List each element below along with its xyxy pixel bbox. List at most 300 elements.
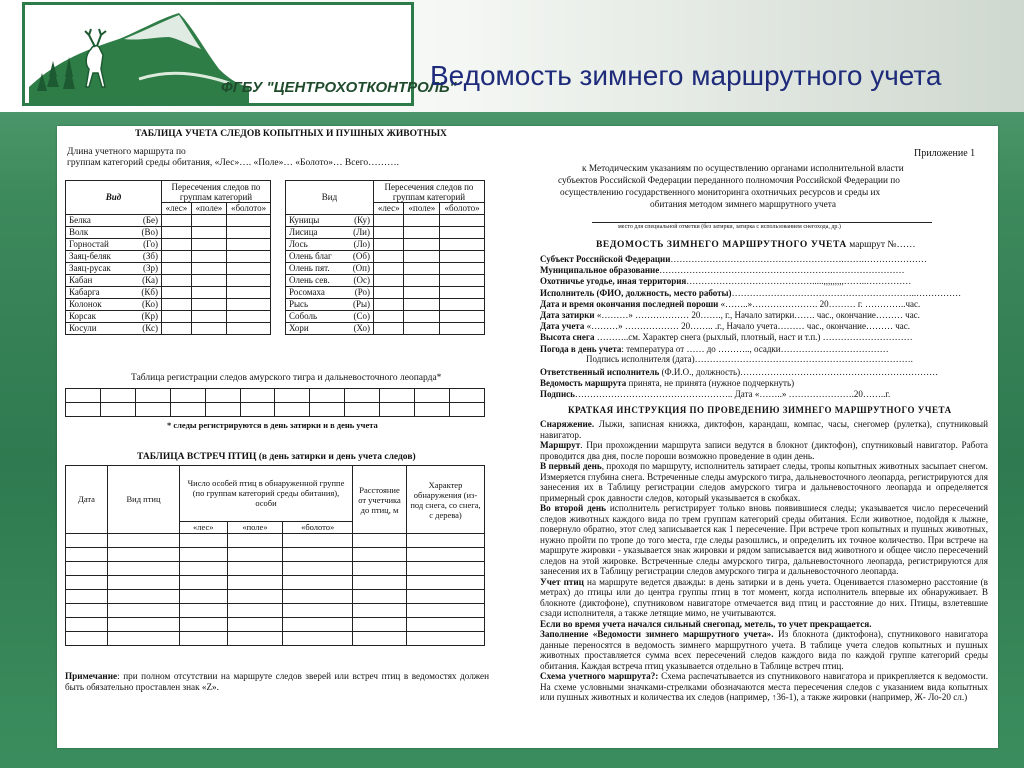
logo-text: ФГБУ "ЦЕНТРОХОТКОНТРОЛЬ" [221, 79, 457, 96]
instruction-text: исполнитель регистрирует только вновь появившиеся следы; указывается число пересечений следов животных каждого вида по трем группам категорий среды обитания. Если животное, подойдя к лыжне, повернуло обратно, этот след записывается как 1 пересечение. При встрече троп копытных и пушных животных, нужно пройти по тропе до того места, где следы разошлись, и определить их точное количество. При встрече на маршруте жировки - указывается знак жировки и рядом записывается вид животного и общее число пересечений следов на этой жировке. Встреченные следы амурского тигра, дальневосточного леопарда, регистрируются для занесения их в Таблицу регистрации следов амурского тигра и дальневосточного леопарда. [540, 503, 988, 576]
bird-cell [108, 604, 180, 618]
animal-name-cell [66, 239, 162, 251]
bird-cell [283, 618, 353, 632]
field-label: Охотничье угодье, иная территория [540, 276, 687, 287]
crossing-count-cell [440, 323, 485, 335]
form-fields [540, 254, 996, 355]
header-crossings-right: Пересечения следов по группам категорий [374, 181, 485, 203]
bird-cell [108, 632, 180, 646]
animal-code: (Зб) [142, 251, 158, 261]
instruction-heading: Учет птиц [540, 576, 584, 587]
table-row [286, 287, 485, 299]
animal-name-cell [286, 227, 374, 239]
bird-cell [283, 562, 353, 576]
route-length-line1: Длина учетного маршрута по [67, 147, 186, 157]
birds-header-character: Характер обнаружения (из-под снега, со снега, с дерева) [407, 466, 485, 534]
instruction-heading: В первый день [540, 461, 602, 471]
crossing-count-cell [404, 227, 440, 239]
animal-name: Кабарга [69, 287, 100, 297]
birds-header-distance: Расстояние от учетчика до птиц, м [353, 466, 407, 534]
animal-name: Хори [289, 323, 309, 333]
instructions-body [540, 419, 988, 703]
animal-name: Куницы [289, 215, 320, 225]
bird-cell [353, 576, 407, 590]
field-label: Исполнитель (ФИО, должность, место работы) [540, 287, 732, 298]
bird-cell [283, 632, 353, 646]
animal-name-cell [66, 263, 162, 275]
bird-cell [180, 548, 228, 562]
animal-name: Соболь [289, 311, 318, 321]
form-field-line [540, 299, 996, 310]
table-row [66, 632, 485, 646]
crossing-count-cell [440, 239, 485, 251]
header-boloto: «болото» [227, 203, 271, 215]
appendix-line-4: обитания методом зимнего маршрутного учета [650, 200, 837, 210]
bird-cell [283, 590, 353, 604]
header-vid-right: Вид [286, 181, 374, 215]
field-value: «……..»…………………. 20……… г. …………..час. [718, 298, 921, 309]
animal-name-cell [66, 299, 162, 311]
field-label: Субъект Российской Федерации [540, 254, 671, 264]
table-row [66, 576, 485, 590]
animal-code: (Оп) [352, 263, 370, 273]
animal-name: Олень пят. [289, 263, 330, 273]
crossing-count-cell [440, 263, 485, 275]
instruction-text: на маршруте ведется дважды: в день затирки и в день учета. Оценивается глазомерно расстояние (в метрах) до птицы или до центра группы птиц в тот момент, когда исполнитель впервые их обнаруживает. В блокноте (диктофоне), спутниковом навигаторе отмечается вид птиц и расстояние до них. Птицы, взлетевшие сзади исполнителя, а также летящие мимо, не учитываются. [540, 576, 988, 618]
crossing-count-cell [227, 299, 271, 311]
table-row [66, 287, 271, 299]
bird-cell [66, 604, 108, 618]
animal-code: (Ло) [353, 239, 370, 249]
field-label: Высота снега [540, 332, 595, 343]
animal-name: Белка [69, 215, 91, 225]
crossing-count-cell [191, 287, 226, 299]
birds-header-boloto: «болото» [283, 521, 353, 533]
appendix-line-3: осуществлению государственного мониторинга охотничьих ресурсов и среды их [560, 188, 881, 198]
special-mark-caption: место для специальной отметки (без затирки, затирка с использованием снегохода, др.) [618, 224, 841, 230]
header-vid: Вид [66, 181, 162, 215]
instruction-text: Из блокнота (диктофона), спутникового навигатора данные переносятся в ведомость зимнего маршрутного учета. В таблице учета следов копытных и пушных животных проставляется сумма всех пересечений следов каждого вида по каждой группе категорий среды обитания. Каждая встреча птиц указывается отдельно в Таблице встреч птиц. [540, 629, 988, 671]
bird-cell [66, 618, 108, 632]
crossing-count-cell [162, 227, 192, 239]
animal-name: Рысь [289, 299, 309, 309]
logo [22, 2, 457, 106]
animal-code: (Ка) [142, 275, 158, 285]
crossing-count-cell [227, 287, 271, 299]
animal-name: Колонок [69, 299, 102, 309]
crossing-count-cell [374, 323, 404, 335]
bird-cell [407, 590, 485, 604]
crossing-count-cell [227, 227, 271, 239]
crossing-count-cell [374, 263, 404, 275]
bird-cell [227, 632, 283, 646]
table-row [66, 590, 485, 604]
form-field-line [540, 310, 996, 321]
crossing-count-cell [191, 299, 226, 311]
crossing-count-cell [374, 311, 404, 323]
table-row [286, 323, 485, 335]
note-paragraph [65, 671, 489, 692]
field-label: Дата учета [540, 321, 585, 332]
crossing-count-cell [191, 323, 226, 335]
field-value: ………………………………………………….…….………………… [670, 254, 927, 264]
crossing-count-cell [191, 215, 226, 227]
animal-code: (Со) [353, 311, 370, 321]
field-value: ………..см. Характер снега (рыхлый, плотный, наст и т.п.) ………………………… [594, 332, 913, 343]
table-row [66, 227, 271, 239]
appendix-line-2: субъектов Российской Федерации переданного полномочия Российской Федерации по [558, 176, 900, 186]
crossing-count-cell [162, 263, 192, 275]
responsible-line: Ответственный исполнитель (Ф.И.О., должность)………………………………………………………… [540, 367, 939, 377]
crossing-count-cell [404, 239, 440, 251]
table-row [66, 275, 271, 287]
table-row [66, 323, 271, 335]
document-scan [57, 126, 998, 748]
instruction-heading: Если во время учета начался сильный снегопад, метель, то учет прекращается. [540, 618, 872, 629]
animal-name: Волк [69, 227, 89, 237]
crossing-count-cell [404, 251, 440, 263]
note-text: : при полном отсутствии на маршруте следов зверей или встреч птиц в ведомостях должен быть обязательно проставлен знак «Z». [65, 671, 489, 692]
animal-name-cell [66, 287, 162, 299]
crossing-count-cell [440, 275, 485, 287]
crossing-count-cell [162, 239, 192, 251]
form-title: ВЕДОМОСТЬ ЗИМНЕГО МАРШРУТНОГО УЧЕТА маршрут №…… [596, 240, 916, 250]
crossing-count-cell [404, 275, 440, 287]
bird-cell [353, 548, 407, 562]
crossing-count-cell [227, 251, 271, 263]
bird-cell [180, 632, 228, 646]
header-pole: «поле» [191, 203, 226, 215]
instruction-paragraph [540, 619, 988, 630]
header-boloto-right: «болото» [440, 203, 485, 215]
table-row [286, 263, 485, 275]
field-label: Дата и время окончания последней пороши [540, 298, 719, 309]
birds-header-species: Вид птиц [108, 466, 180, 534]
animal-name-cell [286, 311, 374, 323]
bird-cell [407, 562, 485, 576]
animal-code: (Го) [143, 239, 158, 249]
table-row [66, 299, 271, 311]
bird-cell [407, 604, 485, 618]
crossing-count-cell [227, 311, 271, 323]
animal-name-cell [66, 275, 162, 287]
table-row [66, 562, 485, 576]
animal-code: (Хо) [353, 323, 370, 333]
table-row [66, 618, 485, 632]
crossing-count-cell [440, 251, 485, 263]
form-field-line [540, 332, 996, 343]
animal-code: (Об) [352, 251, 370, 261]
instruction-heading: Заполнение «Ведомости зимнего маршрутного учета». [540, 629, 774, 639]
sign-exec-line: Подпись исполнителя (дата)………………………………………………………………. [586, 354, 913, 364]
crossing-count-cell [162, 323, 192, 335]
bird-cell [353, 632, 407, 646]
table-row [66, 263, 271, 275]
crossing-count-cell [374, 215, 404, 227]
birds-header-les: «лес» [180, 521, 228, 533]
animal-name: Росомаха [289, 287, 325, 297]
crossing-count-cell [162, 275, 192, 287]
field-value: ………………………………………………….…………………… [659, 265, 905, 276]
slide-title: Ведомость зимнего маршрутного учета [430, 60, 942, 91]
form-field-line [540, 265, 996, 276]
header-les-right: «лес» [374, 203, 404, 215]
crossing-count-cell [162, 215, 192, 227]
bird-cell [66, 548, 108, 562]
crossing-count-cell [404, 299, 440, 311]
bird-cell [227, 576, 283, 590]
bird-cell [180, 590, 228, 604]
bird-cell [180, 562, 228, 576]
crossing-count-cell [374, 287, 404, 299]
instruction-text: , проходя по маршруту, исполнитель затирает следы, тропы копытных животных засыпает снегом. Измеряется глубина снега. Встреченные следы амурского тигра, дальневосточного леопарда, регистрируются для занесения их в Таблицу регистрации следов амурского тигра и дальневосточного леопарда и определяется примерный срок давности следов, который указывается в скобках. [540, 461, 988, 503]
instruction-text: Схема распечатывается из спутникового навигатора и прикрепляется к ведомости. На схеме условными значками-стрелками обозначаются места пересечения следов с указанием вида копытных или пушных животных и количества их следов (например, ↑36-1), а также жировки (например, Ж- Ло-20 сл.) [540, 671, 988, 702]
bird-cell [66, 576, 108, 590]
instruction-paragraph [540, 577, 988, 619]
animal-name-cell [66, 227, 162, 239]
crossing-count-cell [227, 215, 271, 227]
crossing-count-cell [440, 215, 485, 227]
instruction-paragraph [540, 503, 988, 577]
table-row [66, 604, 485, 618]
bird-cell [66, 632, 108, 646]
animal-code: (Кб) [141, 287, 158, 297]
right-column [532, 126, 998, 748]
crossing-count-cell [162, 311, 192, 323]
left-column [57, 126, 527, 748]
bird-cell [180, 576, 228, 590]
birds-table [65, 465, 485, 646]
bird-cell [407, 618, 485, 632]
animal-name: Заяц-беляк [69, 251, 111, 261]
table-row [286, 299, 485, 311]
instruction-heading: Во второй день [540, 503, 606, 513]
animal-tracks-table-left [65, 180, 271, 335]
bird-cell [353, 618, 407, 632]
animal-name: Горностай [69, 239, 109, 249]
animal-name-cell [286, 251, 374, 263]
crossing-count-cell [404, 323, 440, 335]
instructions-title: КРАТКАЯ ИНСТРУКЦИЯ ПО ПРОВЕДЕНИЮ ЗИМНЕГО МАРШРУТНОГО УЧЕТА [568, 405, 952, 415]
bird-cell [108, 590, 180, 604]
animal-name-cell [286, 287, 374, 299]
bird-cell [227, 562, 283, 576]
special-mark-line [592, 222, 932, 223]
form-field-line [540, 254, 996, 265]
field-label: Муниципальное образование [540, 265, 660, 276]
crossing-count-cell [404, 287, 440, 299]
bird-cell [108, 534, 180, 548]
crossing-count-cell [227, 275, 271, 287]
table-row [66, 548, 485, 562]
field-value: «………» ……………… 20…….. .г., Начало учета……… час., окончание……… час. [584, 321, 910, 332]
bird-cell [407, 576, 485, 590]
animal-code: (Зр) [142, 263, 158, 273]
animal-name-cell [66, 215, 162, 227]
crossing-count-cell [227, 323, 271, 335]
birds-header-count: Число особей птиц в обнаруженной группе (по группам категорий среды обитания), особи [180, 466, 353, 522]
animal-code: (Бе) [142, 215, 158, 225]
sign-line: Подпись…………………………………………….. Дата «……..» ………………….20……..г. [540, 389, 891, 399]
animal-name: Заяц-русак [69, 263, 111, 273]
field-value: ……………………………………………………..…………… [731, 287, 962, 298]
instruction-text: Лыжи, записная книжка, диктофон, карандаш, компас, часы, снегомер (рулетка), спутниковый навигатор. [540, 419, 988, 440]
table-row [286, 311, 485, 323]
field-label: Погода в день учета [540, 343, 622, 354]
instruction-paragraph [540, 671, 988, 703]
crossing-count-cell [404, 311, 440, 323]
table-row [286, 227, 485, 239]
bird-cell [353, 534, 407, 548]
tiger-leopard-table [65, 388, 485, 417]
animal-code: (Ро) [354, 287, 370, 297]
bird-cell [108, 548, 180, 562]
bird-cell [227, 548, 283, 562]
form-field-line [540, 276, 996, 287]
instruction-heading: Маршрут [540, 440, 581, 450]
animal-name-cell [66, 251, 162, 263]
crossing-count-cell [374, 239, 404, 251]
instruction-paragraph [540, 440, 988, 461]
table-row [66, 215, 271, 227]
animal-name-cell [286, 239, 374, 251]
animal-code: (Кр) [141, 311, 158, 321]
animal-name-cell [286, 275, 374, 287]
animal-name-cell [66, 323, 162, 335]
crossing-count-cell [162, 287, 192, 299]
bird-cell [283, 534, 353, 548]
crossing-count-cell [227, 263, 271, 275]
crossing-count-cell [191, 263, 226, 275]
bird-cell [283, 604, 353, 618]
crossing-count-cell [162, 251, 192, 263]
form-field-line [540, 321, 996, 332]
animal-name-cell [286, 215, 374, 227]
crossing-count-cell [404, 215, 440, 227]
animal-name: Олень благ [289, 251, 332, 261]
bird-cell [108, 562, 180, 576]
bird-cell [227, 604, 283, 618]
animal-name-cell [66, 311, 162, 323]
field-label: Дата затирки [540, 310, 595, 321]
crossing-count-cell [440, 299, 485, 311]
appendix-line-1: к Методическим указаниям по осуществлению органами исполнительной власти [582, 164, 904, 174]
crossing-count-cell [374, 251, 404, 263]
crossing-count-cell [191, 227, 226, 239]
bird-cell [227, 534, 283, 548]
bird-cell [407, 548, 485, 562]
tiger-note: * следы регистрируются в день затирки и в день учета [167, 420, 378, 430]
crossing-count-cell [404, 263, 440, 275]
bird-cell [66, 534, 108, 548]
bird-cell [283, 548, 353, 562]
table-row [66, 534, 485, 548]
bird-cell [353, 590, 407, 604]
crossing-count-cell [191, 239, 226, 251]
bird-cell [227, 618, 283, 632]
crossing-count-cell [374, 275, 404, 287]
animal-code: (Ры) [352, 299, 370, 309]
slide-header [0, 0, 1024, 112]
table-row [66, 311, 271, 323]
header-les: «лес» [162, 203, 192, 215]
bird-cell [227, 590, 283, 604]
crossing-count-cell [191, 251, 226, 263]
bird-cell [66, 562, 108, 576]
animal-name: Косули [69, 323, 97, 333]
table-row [286, 239, 485, 251]
bird-cell [353, 604, 407, 618]
birds-header-date: Дата [66, 466, 108, 534]
appendix-label: Приложение 1 [914, 148, 976, 159]
instruction-paragraph [540, 629, 988, 671]
tiger-table-title: Таблица регистрации следов амурского тигра и дальневосточного леопарда* [131, 373, 442, 383]
animal-name-cell [286, 263, 374, 275]
accepted-line: Ведомость маршрута принята, не принята (нужное подчеркнуть) [540, 378, 795, 388]
main-table-title: ТАБЛИЦА УЧЕТА СЛЕДОВ КОПЫТНЫХ И ПУШНЫХ ЖИВОТНЫХ [135, 129, 447, 139]
table-row [66, 251, 271, 263]
bird-cell [283, 576, 353, 590]
crossing-count-cell [374, 299, 404, 311]
animal-code: (Ос) [353, 275, 370, 285]
animal-name: Олень сев. [289, 275, 330, 285]
instruction-heading: Снаряжение. [540, 419, 595, 429]
instruction-heading: Схема учетного маршрута?: [540, 671, 659, 681]
header-crossings: Пересечения следов по группам категорий [162, 181, 271, 203]
animal-name-cell [286, 323, 374, 335]
field-value: …………………………………….....,,,,,,,,,……..…………… [686, 276, 912, 287]
field-value: : температура от …… до ……….., осадки……………………………… [621, 343, 889, 354]
bird-cell [66, 590, 108, 604]
crossing-count-cell [440, 287, 485, 299]
crossing-count-cell [227, 239, 271, 251]
bird-cell [180, 534, 228, 548]
bird-cell [180, 618, 228, 632]
crossing-count-cell [440, 311, 485, 323]
table-row [66, 239, 271, 251]
bird-cell [353, 562, 407, 576]
crossing-count-cell [191, 311, 226, 323]
animal-name: Кабан [69, 275, 93, 285]
animal-tracks-table-right [285, 180, 485, 335]
animal-code: (Ко) [141, 299, 158, 309]
crossing-count-cell [374, 227, 404, 239]
animal-name: Лось [289, 239, 308, 249]
bird-cell [180, 604, 228, 618]
bird-cell [407, 534, 485, 548]
table-row [286, 251, 485, 263]
bird-cell [108, 618, 180, 632]
crossing-count-cell [191, 275, 226, 287]
note-label: Примечание [65, 671, 118, 681]
animal-code: (Ли) [353, 227, 370, 237]
route-length-line2: группам категорий среды обитания, «Лес»…. «Поле»… «Болото»… Всего………. [67, 158, 400, 168]
form-field-line [540, 288, 996, 299]
instruction-paragraph [540, 461, 988, 503]
animal-name-cell [286, 299, 374, 311]
birds-table-title: ТАБЛИЦА ВСТРЕЧ ПТИЦ (в день затирки и день учета следов) [137, 452, 416, 462]
field-value: «………» ……………… 20……., г., Начало затирки……. час., окончание……… час. [594, 310, 920, 321]
header-pole-right: «поле» [404, 203, 440, 215]
birds-header-pole: «поле» [227, 521, 283, 533]
animal-code: (Ку) [354, 215, 370, 225]
table-row [286, 215, 485, 227]
bird-cell [108, 576, 180, 590]
animal-name: Лисица [289, 227, 318, 237]
instruction-text: . При прохождении маршрута записи ведутся в блокнот (диктофон), спутниковый навигатор. Работа проводится два дня, после пороши возможно проведение в один день. [540, 440, 988, 461]
animal-code: (Кс) [142, 323, 158, 333]
bird-cell [407, 632, 485, 646]
